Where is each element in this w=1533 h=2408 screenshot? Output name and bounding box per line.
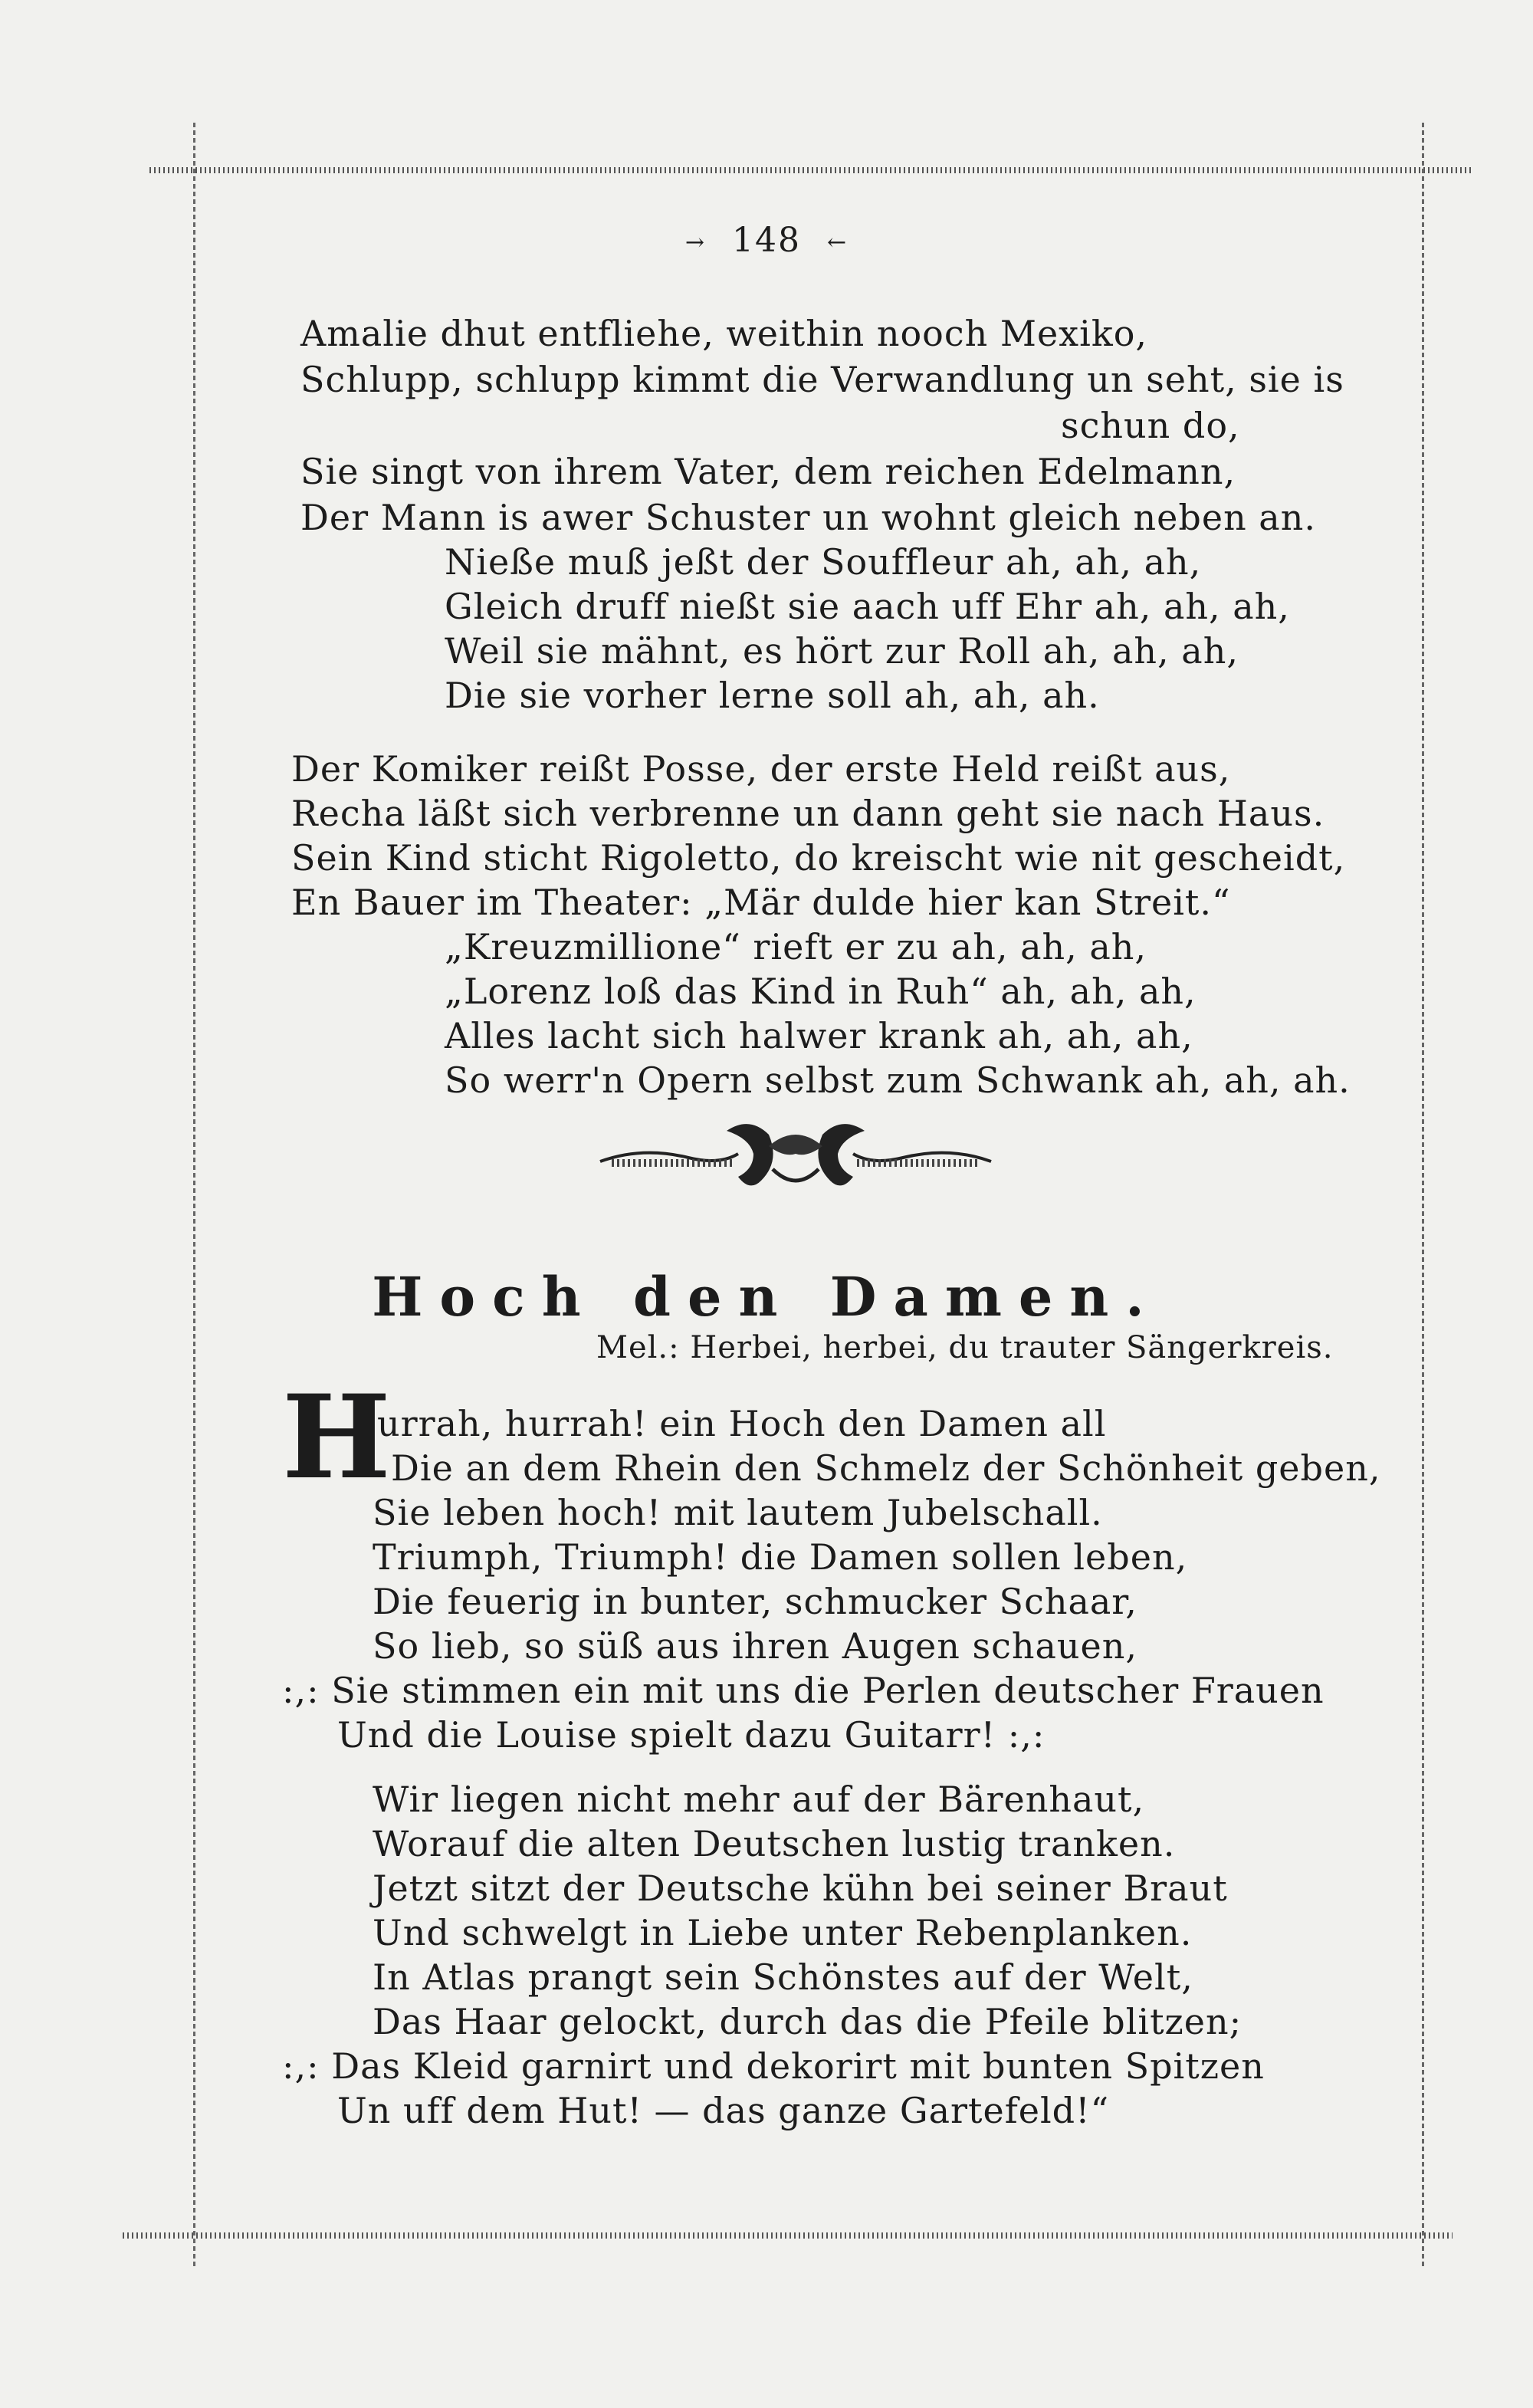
verse-line: Alles lacht sich halwer krank ah, ah, ah, <box>445 1015 1193 1056</box>
verse-line: Der Mann is awer Schuster un wohnt gleich neben an. <box>300 497 1316 538</box>
frame-right-rule <box>1422 123 1424 2269</box>
verse-line: „Kreuzmillione“ rieft er zu ah, ah, ah, <box>445 926 1147 967</box>
verse-line: En Bauer im Theater: „Mär dulde hier kan Streit.“ <box>291 882 1231 923</box>
melody-note: Mel.: Herbei, herbei, du trauter Sängerkreis. <box>596 1330 1334 1365</box>
verse-line: Un uff dem Hut! — das ganze Gartefeld!“ <box>337 2090 1110 2131</box>
verse-line: So werr'n Opern selbst zum Schwank ah, ah, ah. <box>445 1059 1351 1101</box>
page-header <box>0 221 1533 260</box>
verse-line: Wir liegen nicht mehr auf der Bärenhaut, <box>373 1779 1145 1820</box>
verse-line: Der Komiker reißt Posse, der erste Held reißt aus, <box>291 748 1231 790</box>
verse-line: „Lorenz loß das Kind in Ruh“ ah, ah, ah, <box>445 971 1197 1012</box>
verse-line: Sein Kind sticht Rigoletto, do kreischt wie nit gescheidt, <box>291 837 1346 879</box>
verse-line: :,: Sie stimmen ein mit uns die Perlen deutscher Frauen <box>282 1670 1325 1711</box>
frame-bottom-rule <box>123 2232 1453 2239</box>
verse-line: In Atlas prangt sein Schönstes auf der Welt, <box>373 1956 1193 1998</box>
verse-line: Das Haar gelockt, durch das die Pfeile blitzen; <box>373 2001 1242 2042</box>
verse-line: Sie leben hoch! mit lautem Jubelschall. <box>373 1492 1103 1533</box>
verse-line: Jetzt sitzt der Deutsche kühn bei seiner Braut <box>373 1868 1228 1909</box>
drop-cap: H <box>282 1370 391 1505</box>
verse-line: Triumph, Triumph! die Damen sollen leben, <box>373 1536 1188 1578</box>
verse-line: urrah, hurrah! ein Hoch den Damen all <box>377 1403 1107 1444</box>
verse-line: Weil sie mähnt, es hört zur Roll ah, ah, ah, <box>445 630 1239 672</box>
verse-line: Die an dem Rhein den Schmelz der Schönheit geben, <box>391 1447 1381 1489</box>
song-title: Hoch den Damen. <box>372 1265 1161 1329</box>
verse-line: Sie singt von ihrem Vater, dem reichen Edelmann, <box>300 451 1236 492</box>
verse-line: Die feuerig in bunter, schmucker Schaar, <box>373 1581 1137 1622</box>
verse-line: schun do, <box>1061 405 1240 446</box>
verse-line: Gleich druff nießt sie aach uff Ehr ah, ah, ah, <box>445 586 1290 627</box>
verse-line: Worauf die alten Deutschen lustig tranken. <box>373 1823 1176 1864</box>
verse-line: Schlupp, schlupp kimmt die Verwandlung un seht, sie is <box>300 359 1344 400</box>
verse-line: Amalie dhut entfliehe, weithin nooch Mexiko, <box>300 313 1148 354</box>
verse-line: Nieße muß jeßt der Souffleur ah, ah, ah, <box>445 541 1202 583</box>
decorative-vignette-icon <box>596 1115 995 1200</box>
verse-line: Recha läßt sich verbrenne un dann geht sie nach Haus. <box>291 793 1325 834</box>
verse-line: So lieb, so süß aus ihren Augen schauen, <box>373 1625 1138 1667</box>
frame-top-rule <box>149 167 1472 173</box>
verse-line: Und die Louise spielt dazu Guitarr! :,: <box>337 1714 1046 1756</box>
frame-left-rule <box>193 123 195 2269</box>
verse-line: Und schwelgt in Liebe unter Rebenplanken. <box>373 1912 1193 1953</box>
ornament-left-icon: → <box>684 229 706 256</box>
verse-line: Die sie vorher lerne soll ah, ah, ah. <box>445 675 1100 716</box>
ornament-right-icon: ← <box>826 229 849 256</box>
page-number: 148 <box>732 221 801 260</box>
verse-line: :,: Das Kleid garnirt und dekorirt mit bunten Spitzen <box>282 2045 1265 2087</box>
